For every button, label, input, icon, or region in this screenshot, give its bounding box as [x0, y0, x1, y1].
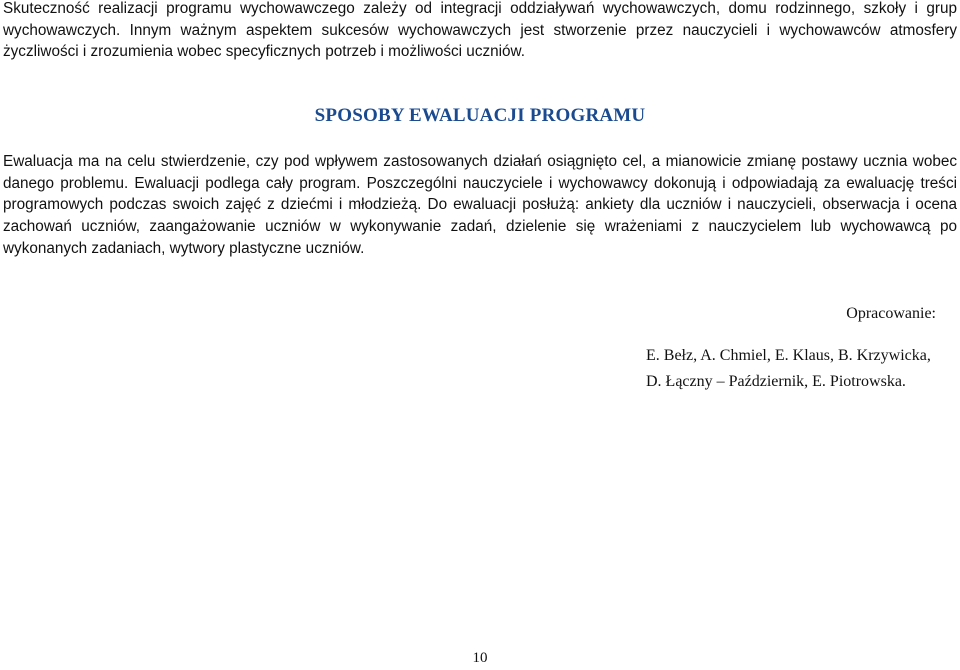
authors-block	[646, 343, 960, 395]
section-heading: SPOSOBY EWALUACJI PROGRAMU	[314, 105, 646, 126]
authors-line: E. Bełz, A. Chmiel, E. Klaus, B. Krzywicka,	[646, 347, 931, 364]
authors-line: D. Łączny – Październik, E. Piotrowska.	[646, 373, 906, 390]
intro-paragraph: Skuteczność realizacji programu wychowawczego zależy od integracji oddziaływań wychowawczych, domu rodzinnego, szkoły i grup wychowawczych. Innym ważnym aspektem sukcesów wychowawczych jest stworzenie przez nauczycieli i wychowawców atmosfery życzliwości i zrozumienia wobec specyficznych potrzeb i możliwości uczniów.	[3, 0, 957, 61]
prepared-by-label: Opracowanie:	[846, 305, 936, 322]
evaluation-paragraph: Ewaluacja ma na celu stwierdzenie, czy pod wpływem zastosowanych działań osiągnięto cel, a mianowicie zmianę postawy ucznia wobec danego problemu. Ewaluacji podlega cały program. Poszczególni nauczyciele i wychowawcy dokonują i odpowiadają za ewaluację treści programowych podczas swoich zajęć z dziećmi i młodzieżą. Do ewaluacji posłużą: ankiety dla uczniów i nauczycieli, obserwacja i ocena zachowań uczniów, zaangażowanie uczniów w wykonywanie zadań, dzielenie się wrażeniami z nauczycielem lub wychowawcą po wykonanych zadaniach, wytwory plastyczne uczniów.	[3, 153, 957, 257]
page-number: 10	[472, 650, 488, 666]
